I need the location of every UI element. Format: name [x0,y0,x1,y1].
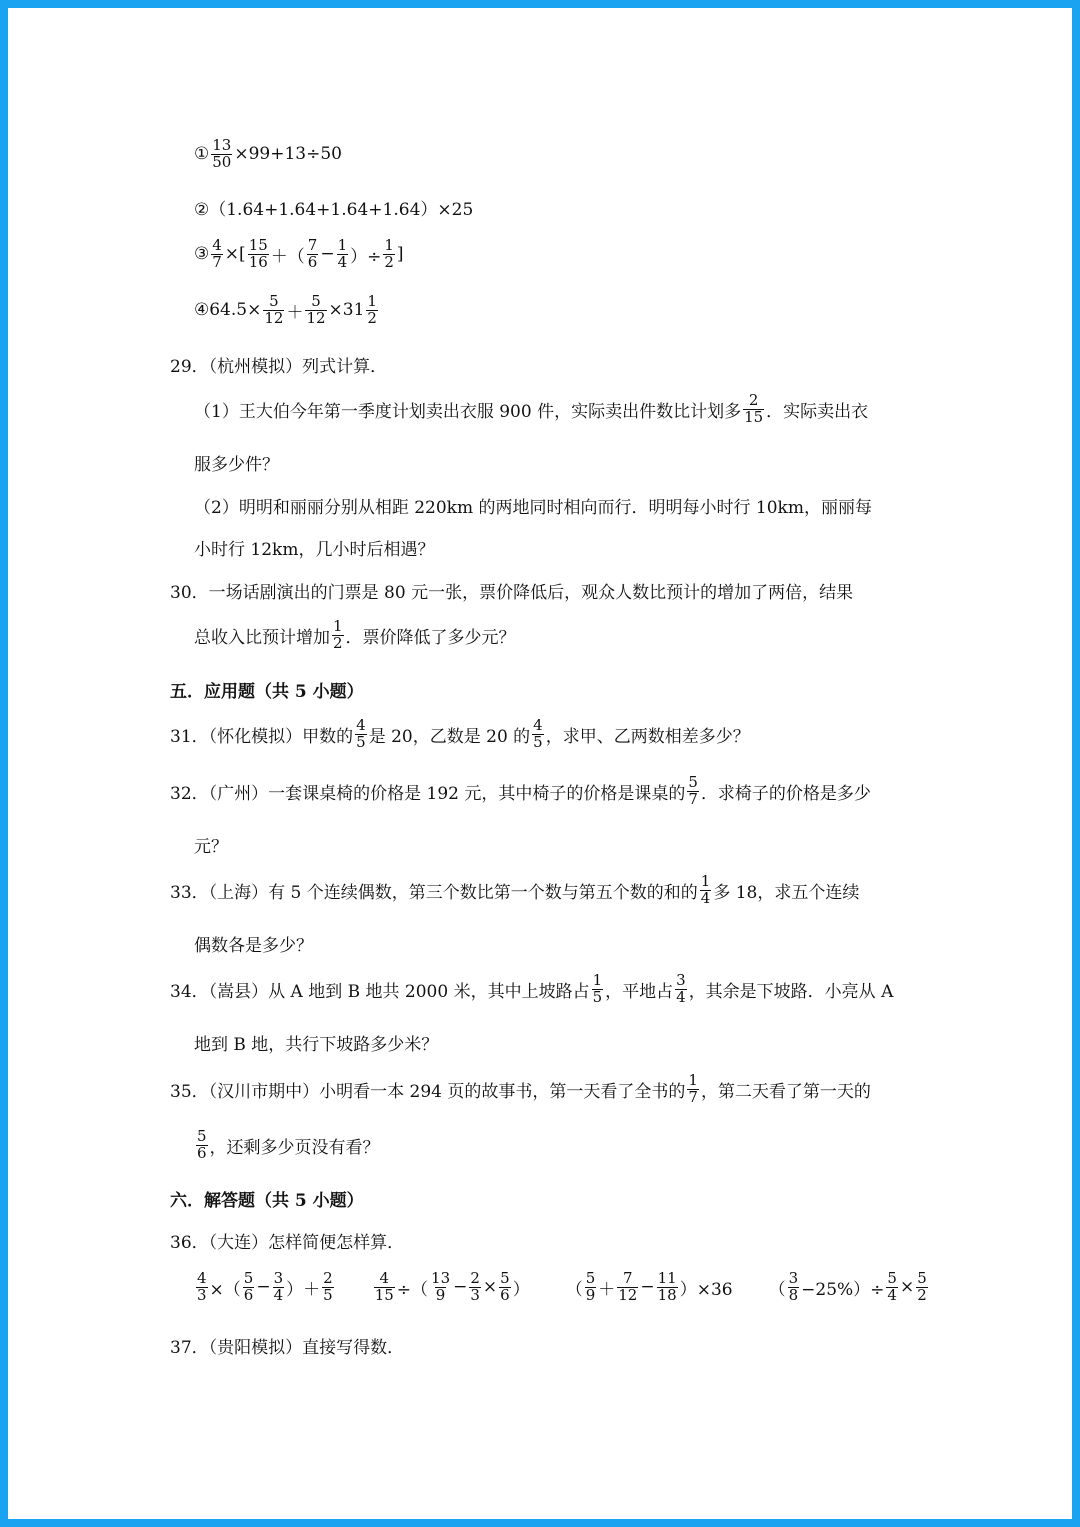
fraction-denominator: 3 [197,1285,207,1304]
fraction-numerator: 5 [197,1127,207,1145]
fraction-denominator: 4 [887,1285,897,1304]
text-run: 地到 B 地，共行下坡路多少米？ [194,1035,439,1055]
text-run: 多 18，求五个连续 [713,882,860,903]
fraction-denominator: 4 [273,1285,284,1304]
fraction [592,973,604,1006]
fraction-numerator: 3 [676,971,686,989]
fraction [355,718,367,751]
fraction-denominator: 12 [264,308,284,327]
text-line [8,238,1072,271]
text-run: ） [512,1279,530,1300]
text-run: ）＋ [286,1279,321,1300]
fraction [675,973,687,1006]
fraction [305,294,326,327]
text-run: 30．一场话剧演出的门票是 80 元一张，票价降低后，观众人数比预计的增加了两倍，结果 [170,583,854,603]
text-run: 偶数各是多少？ [194,936,313,956]
text-line [8,450,1072,475]
fraction [273,1271,285,1304]
fraction [211,138,232,171]
fraction-denominator: 7 [688,1087,698,1106]
fraction [307,238,319,271]
text-line [8,1030,1072,1055]
text-run: 36．（大连）怎样简便怎样算． [170,1233,405,1253]
text-run: 元？ [194,837,228,857]
fraction-denominator: 4 [337,252,348,271]
text-run: ① [194,144,210,165]
fraction-numerator: 5 [585,1269,596,1287]
fraction-denominator: 7 [212,252,222,271]
fraction-denominator: 50 [212,152,232,171]
fraction-numerator: 2 [470,1269,480,1287]
text-run: （2）明明和丽丽分别从相距 220km 的两地同时相向而行．明明每小时行 10km，丽丽每 [194,498,872,518]
fraction-numerator: 3 [788,1269,799,1287]
text-run: − [256,1277,271,1298]
text-line [8,775,1072,808]
fraction [383,238,395,271]
fraction [248,238,269,271]
text-run: ＋ [598,1279,616,1300]
text-line [8,973,1072,1006]
text-run: ③ [194,244,210,265]
text-run: × [482,1277,498,1298]
text-run: 六．解答题（共 5 小题） [170,1191,364,1211]
fraction-denominator: 15 [374,1285,394,1304]
fraction-numerator: 15 [248,236,268,254]
fraction [374,1271,395,1304]
text-run: 总收入比预计增加 [194,627,330,648]
fraction-numerator: 1 [384,236,394,254]
text-run: − [453,1277,468,1298]
fraction-numerator: 3 [273,1269,284,1287]
text-run: （1）王大伯今年第一季度计划卖出衣服 900 件，实际卖出件数比计划多 [194,401,742,422]
text-run: ×31 [328,300,365,321]
fraction-denominator: 2 [917,1285,927,1304]
text-line [8,874,1072,907]
text-line [8,294,1072,327]
text-line [8,352,1072,377]
fraction [196,1129,208,1162]
text-run: 服多少件？ [194,455,279,475]
text-line [8,493,1072,518]
text-run: ×99+13÷50 [234,144,342,165]
text-run: −25%）÷ [801,1279,885,1300]
fraction-numerator: 11 [657,1269,677,1287]
text-line [8,1073,1072,1106]
text-run: ）×36 [679,1279,733,1300]
text-run: − [320,244,335,265]
text-run: ．实际卖出衣 [766,401,869,422]
fraction-numerator: 1 [367,292,377,310]
text-run: ，其余是下坡路．小亮从 A [688,981,894,1002]
fraction [243,1271,255,1304]
fraction-numerator: 5 [269,292,279,310]
fraction [211,238,223,271]
text-run: 37．（贵阳模拟）直接写得数． [170,1338,405,1358]
text-run: ] [396,244,404,265]
fraction-denominator: 6 [197,1143,207,1162]
text-run: 五．应用题（共 5 小题） [170,682,364,702]
fraction-denominator: 6 [500,1285,510,1304]
fraction-denominator: 5 [533,732,543,751]
fraction-denominator: 9 [585,1285,596,1304]
fraction [532,718,544,751]
text-run: ，还剩多少页没有看？ [209,1137,380,1158]
fraction-numerator: 1 [337,236,348,254]
fraction [916,1271,928,1304]
text-line [8,578,1072,603]
fraction-numerator: 4 [533,716,543,734]
text-run: ④64.5× [194,300,262,321]
fraction-numerator: 4 [379,1269,389,1287]
text-line [8,718,1072,751]
text-line [8,931,1072,956]
text-run: 32．（广州）一套课桌椅的价格是 192 元，其中椅子的价格是课桌的 [170,783,686,804]
fraction-denominator: 6 [243,1285,254,1304]
text-run: ×（ [209,1279,241,1300]
fraction-numerator: 2 [323,1269,333,1287]
fraction-denominator: 5 [356,732,366,751]
fraction [657,1271,678,1304]
text-run: ②（1.64+1.64+1.64+1.64）×25 [194,200,474,220]
fraction-denominator: 4 [700,888,711,907]
fraction-denominator: 2 [367,308,377,327]
fraction-denominator: 7 [688,789,698,808]
text-run: （ [768,1279,786,1300]
text-run: 是 20，乙数是 20 的 [368,726,531,747]
text-run: ，求甲、乙两数相差多少？ [545,726,750,747]
text-run: ．求椅子的价格是多少 [700,783,871,804]
fraction-numerator: 13 [431,1269,451,1287]
section-heading [8,1186,1072,1211]
text-run: ＋（ [270,246,305,267]
fraction [617,1271,638,1304]
fraction-numerator: 7 [307,236,318,254]
fraction-denominator: 4 [676,987,686,1006]
text-run: ，平地占 [605,981,674,1002]
fraction-numerator: 5 [887,1269,897,1287]
section-heading [8,677,1072,702]
fraction [886,1271,898,1304]
fraction [788,1271,800,1304]
text-line [8,832,1072,857]
fraction-denominator: 18 [657,1285,677,1304]
text-run: 33．（上海）有 5 个连续偶数，第三个数比第一个数与第五个数的和的 [170,882,698,903]
fraction [499,1271,511,1304]
fraction-denominator: 3 [470,1285,480,1304]
text-line [8,1333,1072,1358]
fraction [337,238,349,271]
text-run: ，第二天看了第一天的 [700,1081,871,1102]
fraction-numerator: 1 [688,1071,698,1089]
fraction [700,874,712,907]
fraction-numerator: 5 [917,1269,927,1287]
fraction-denominator: 8 [788,1285,799,1304]
fraction-numerator: 1 [700,872,711,890]
fraction [469,1271,481,1304]
text-run: ×[ [224,244,246,265]
fraction-numerator: 13 [212,136,232,154]
text-run: ÷（ [396,1279,429,1300]
fraction [743,393,764,426]
fraction [687,775,699,808]
text-run: × [899,1277,915,1298]
fraction [366,294,378,327]
fraction-denominator: 2 [384,252,394,271]
fraction-numerator: 2 [748,391,759,409]
fraction-denominator: 16 [248,252,268,271]
fraction-numerator: 4 [197,1269,207,1287]
fraction-numerator: 1 [333,617,343,635]
text-line [8,393,1072,426]
fraction [263,294,284,327]
text-run: （ [565,1279,583,1300]
fraction [687,1073,699,1106]
fraction-numerator: 5 [688,773,698,791]
fraction-denominator: 5 [592,987,603,1006]
text-line [8,195,1072,220]
text-line [8,1228,1072,1253]
fraction-numerator: 4 [212,236,222,254]
text-run: 29．（杭州模拟）列式计算． [170,357,388,377]
text-run: 35．（汉川市期中）小明看一本 294 页的故事书，第一天看了全书的 [170,1081,686,1102]
text-line [8,619,1072,652]
text-run: ＋ [286,302,304,323]
fraction-denominator: 15 [744,407,764,426]
fraction-numerator: 1 [592,971,603,989]
fraction-numerator: 7 [623,1269,633,1287]
text-line [8,535,1072,560]
text-line [8,1271,1072,1304]
text-run: 34．（嵩县）从 A 地到 B 地共 2000 米，其中上坡路占 [170,981,590,1002]
fraction [322,1271,334,1304]
fraction [430,1271,451,1304]
text-line [8,1129,1072,1162]
fraction-denominator: 6 [307,252,318,271]
text-run: − [640,1277,655,1298]
fraction-numerator: 4 [356,716,366,734]
fraction [332,619,344,652]
fraction-numerator: 5 [311,292,321,310]
fraction-numerator: 5 [500,1269,510,1287]
fraction [585,1271,597,1304]
fraction-denominator: 2 [333,633,343,652]
fraction-denominator: 12 [618,1285,638,1304]
fraction-numerator: 5 [243,1269,254,1287]
text-line [8,138,1072,171]
text-run: 小时行 12km，几小时后相遇？ [194,540,435,560]
fraction-denominator: 12 [306,308,326,327]
text-run: ）÷ [350,246,382,267]
fraction [196,1271,208,1304]
fraction-denominator: 5 [323,1285,333,1304]
text-run: 31．（怀化模拟）甲数的 [170,726,354,747]
fraction-denominator: 9 [435,1285,446,1304]
text-run: ．票价降低了多少元？ [345,627,516,648]
